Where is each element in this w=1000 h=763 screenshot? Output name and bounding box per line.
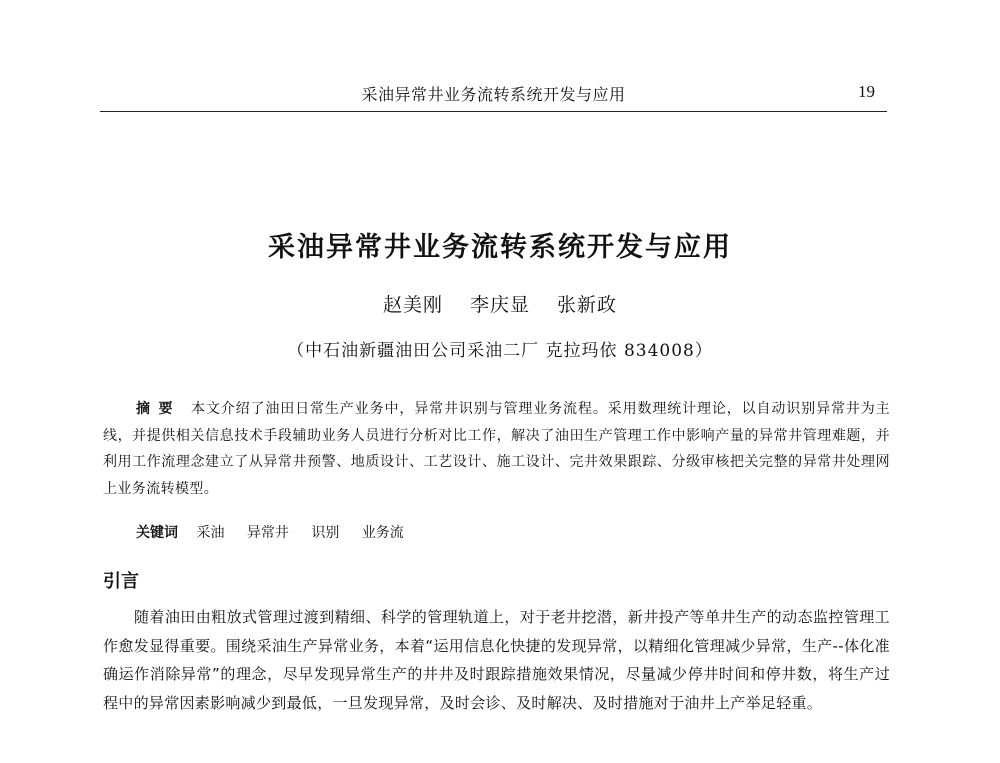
abstract-label: 摘要 [136, 401, 181, 417]
article-title: 采油异常井业务流转系统开发与应用 [268, 232, 732, 263]
keywords-label: 关键词 [136, 525, 178, 541]
running-title: 采油异常井业务流转系统开发与应用 [361, 85, 626, 104]
abstract [103, 396, 890, 502]
keyword-item: 业务流 [361, 525, 404, 541]
keywords [136, 522, 422, 542]
abstract-text: 本文介绍了油田日常生产业务中，异常井识别与管理业务流程。采用数理统计理论，以自动识别异常井为主线，并提供相关信息技术手段辅助业务人员进行分析对比工作，解决了油田生产管理工作中影响产量的异常井管理难题，并利用工作流理念建立了从异常井预警、地质设计、工艺设计、施工设计、完井效果跟踪、分级审核把关完整的异常井处理网上业务流转模型。 [103, 401, 891, 497]
intro-paragraph: 随着油田由粗放式管理过渡到精细、科学的管理轨道上，对于老井挖潜，新井投产等单井生产的动态监控管理工作愈发显得重要。围绕采油生产异常业务，本着“运用信息化快捷的发现异常，以精细化管理减少异常，生产--体化准确运作消除异常”的理念，尽早发现异常生产的井井及时跟踪措施效果情况，尽量减少停井时间和停井数，将生产过程中的异常因素影响减少到最低，一旦发现异常，及时会诊、及时解决、及时措施对于油井上产举足轻重。 [103, 608, 890, 712]
keyword-item: 采油 [196, 525, 225, 541]
running-header [100, 82, 887, 106]
page-number: 19 [858, 82, 875, 101]
keyword-item: 异常井 [246, 525, 289, 541]
keyword-item: 识别 [311, 525, 340, 541]
section-heading-intro: 引言 [103, 571, 139, 592]
affiliation: （中石油新疆油田公司采油二厂 克拉玛依 834008） [287, 341, 713, 361]
authors: 赵美刚 李庆显 张新政 [382, 294, 618, 316]
header-rule [100, 111, 887, 112]
